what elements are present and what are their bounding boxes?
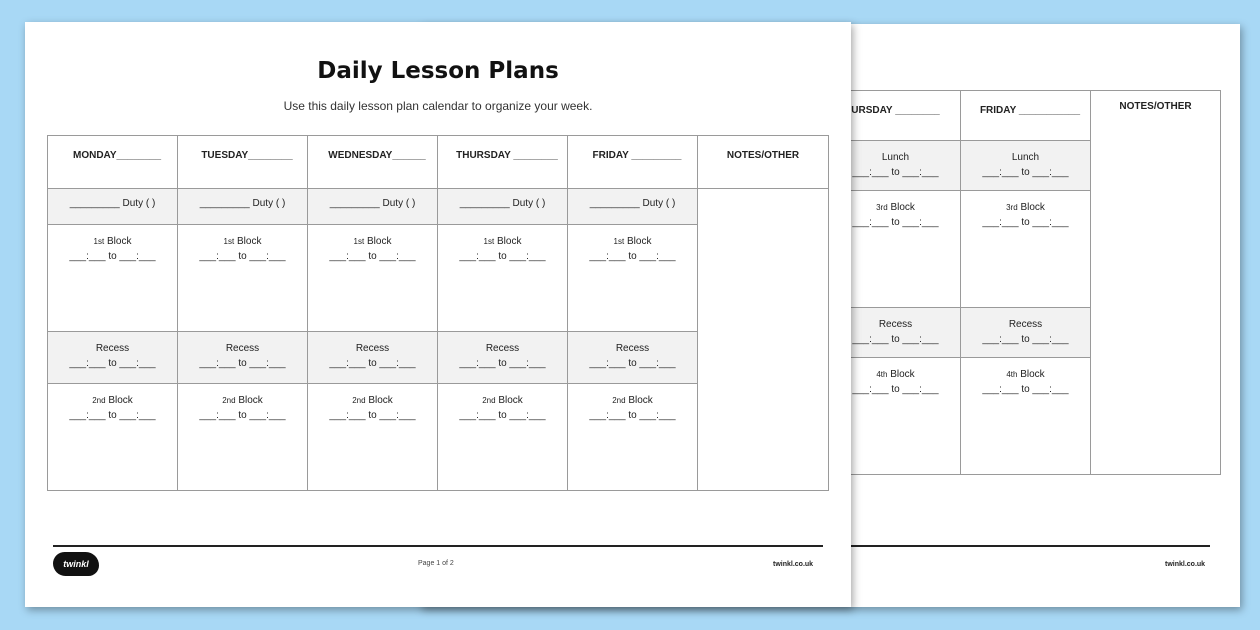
time-field: ___:___ to ___:___	[982, 334, 1069, 345]
block1-cell	[568, 225, 698, 332]
block2-word: Block	[238, 395, 263, 406]
recess-label: Recess	[225, 343, 260, 354]
time-field: ___:___ to ___:___	[459, 410, 546, 421]
block1-word: Block	[627, 236, 652, 247]
block4-ordinal: 4th	[876, 370, 888, 379]
time-field: ___:___ to ___:___	[982, 384, 1069, 395]
back-notes-header: NOTES/OTHER	[1119, 101, 1192, 112]
document-subtitle: Use this daily lesson plan calendar to organize your week.	[283, 99, 593, 113]
recess-cell	[48, 332, 178, 384]
block2-cell	[438, 384, 568, 491]
document-title: Daily Lesson Plans	[317, 58, 559, 84]
time-field: ___:___ to ___:___	[982, 217, 1069, 228]
block2-word: Block	[368, 395, 393, 406]
recess-label: Recess	[95, 343, 130, 354]
block1-label	[568, 225, 697, 249]
block4-ordinal: 4th	[1006, 370, 1018, 379]
block2-label	[48, 384, 177, 408]
block1-ordinal: 1st	[613, 237, 625, 246]
lunch-label: Lunch	[881, 152, 910, 163]
block1-label	[178, 225, 307, 249]
col-wednesday: WEDNESDAY______	[308, 136, 438, 189]
block1-cell	[178, 225, 308, 332]
time-field: ___:___ to ___:___	[459, 358, 546, 369]
block2-cell	[308, 384, 438, 491]
block1-word: Block	[107, 236, 132, 247]
block1-label	[308, 225, 437, 249]
time-field: ___:___ to ___:___	[329, 358, 416, 369]
block1-cell	[308, 225, 438, 332]
col-thursday: THURSDAY ________	[438, 136, 568, 189]
time-field: ___:___ to ___:___	[852, 384, 939, 395]
block2-word: Block	[628, 395, 653, 406]
back-lunch-cell	[961, 141, 1091, 191]
block2-ordinal: 2nd	[222, 396, 236, 405]
time-field: ___:___ to ___:___	[69, 251, 156, 262]
block2-label	[308, 384, 437, 408]
col-tuesday: TUESDAY________	[178, 136, 308, 189]
recess-label: Recess	[878, 319, 913, 330]
front-footer-rule	[53, 545, 823, 547]
back-plan-table	[830, 90, 1221, 475]
block1-label	[438, 225, 567, 249]
block1-cell	[48, 225, 178, 332]
block2-ordinal: 2nd	[612, 396, 626, 405]
block4-word: Block	[890, 369, 915, 380]
recess-label: Recess	[1008, 319, 1043, 330]
block4-word: Block	[1020, 369, 1045, 380]
front-worksheet-page	[25, 22, 851, 607]
block4-label	[961, 358, 1090, 382]
twinkl-logo: twinkl	[53, 552, 99, 576]
back-col-notes	[1091, 91, 1221, 475]
time-field: ___:___ to ___:___	[589, 358, 676, 369]
block2-ordinal: 2nd	[482, 396, 496, 405]
time-field: ___:___ to ___:___	[852, 334, 939, 345]
recess-label: Recess	[355, 343, 390, 354]
duty-label: _________ Duty ( )	[199, 198, 286, 209]
block1-word: Block	[237, 236, 262, 247]
back-footer-rule	[840, 545, 1210, 547]
block1-ordinal: 1st	[93, 237, 105, 246]
time-field: ___:___ to ___:___	[982, 167, 1069, 178]
back-footer-site: twinkl.co.uk	[1165, 561, 1206, 568]
block3-label	[961, 191, 1090, 215]
back-col-thursday: URSDAY ________	[831, 91, 961, 141]
block2-cell	[178, 384, 308, 491]
time-field: ___:___ to ___:___	[199, 251, 286, 262]
block2-cell	[48, 384, 178, 491]
recess-label: Recess	[615, 343, 650, 354]
block1-word: Block	[497, 236, 522, 247]
duty-cell	[308, 189, 438, 225]
page-number: Page 1 of 2	[418, 560, 454, 567]
time-field: ___:___ to ___:___	[329, 410, 416, 421]
block1-ordinal: 1st	[483, 237, 495, 246]
duty-label: _________ Duty ( )	[589, 198, 676, 209]
col-friday: FRIDAY _________	[568, 136, 698, 189]
time-field: ___:___ to ___:___	[199, 410, 286, 421]
duty-label: _________ Duty ( )	[69, 198, 156, 209]
col-notes: NOTES/OTHER	[698, 136, 829, 189]
block2-cell	[568, 384, 698, 491]
back-col-friday: FRIDAY ___________	[961, 91, 1091, 141]
block2-word: Block	[108, 395, 133, 406]
recess-cell	[438, 332, 568, 384]
time-field: ___:___ to ___:___	[69, 358, 156, 369]
duty-cell	[178, 189, 308, 225]
time-field: ___:___ to ___:___	[589, 410, 676, 421]
duty-cell	[438, 189, 568, 225]
back-block3-cell	[961, 191, 1091, 308]
time-field: ___:___ to ___:___	[852, 217, 939, 228]
duty-cell	[48, 189, 178, 225]
block2-label	[568, 384, 697, 408]
time-field: ___:___ to ___:___	[199, 358, 286, 369]
recess-cell	[568, 332, 698, 384]
block3-ordinal: 3rd	[876, 203, 888, 212]
back-recess-cell	[961, 308, 1091, 358]
front-footer-site: twinkl.co.uk	[773, 561, 814, 568]
block2-ordinal: 2nd	[352, 396, 366, 405]
time-field: ___:___ to ___:___	[589, 251, 676, 262]
block3-word: Block	[1020, 202, 1045, 213]
block2-label	[438, 384, 567, 408]
block1-label	[48, 225, 177, 249]
duty-cell	[568, 189, 698, 225]
block3-word: Block	[890, 202, 915, 213]
recess-cell	[308, 332, 438, 384]
front-plan-table	[47, 135, 829, 491]
block1-word: Block	[367, 236, 392, 247]
time-field: ___:___ to ___:___	[69, 410, 156, 421]
block1-ordinal: 1st	[223, 237, 235, 246]
block1-cell	[438, 225, 568, 332]
lunch-label: Lunch	[1011, 152, 1040, 163]
time-field: ___:___ to ___:___	[852, 167, 939, 178]
time-field: ___:___ to ___:___	[459, 251, 546, 262]
block2-ordinal: 2nd	[92, 396, 106, 405]
block3-ordinal: 3rd	[1006, 203, 1018, 212]
duty-label: _________ Duty ( )	[459, 198, 546, 209]
block1-ordinal: 1st	[353, 237, 365, 246]
back-block4-cell	[961, 358, 1091, 475]
block2-word: Block	[498, 395, 523, 406]
block2-label	[178, 384, 307, 408]
notes-area	[698, 189, 829, 491]
recess-label: Recess	[485, 343, 520, 354]
time-field: ___:___ to ___:___	[329, 251, 416, 262]
col-monday: MONDAY________	[48, 136, 178, 189]
duty-label: _________ Duty ( )	[329, 198, 416, 209]
recess-cell	[178, 332, 308, 384]
